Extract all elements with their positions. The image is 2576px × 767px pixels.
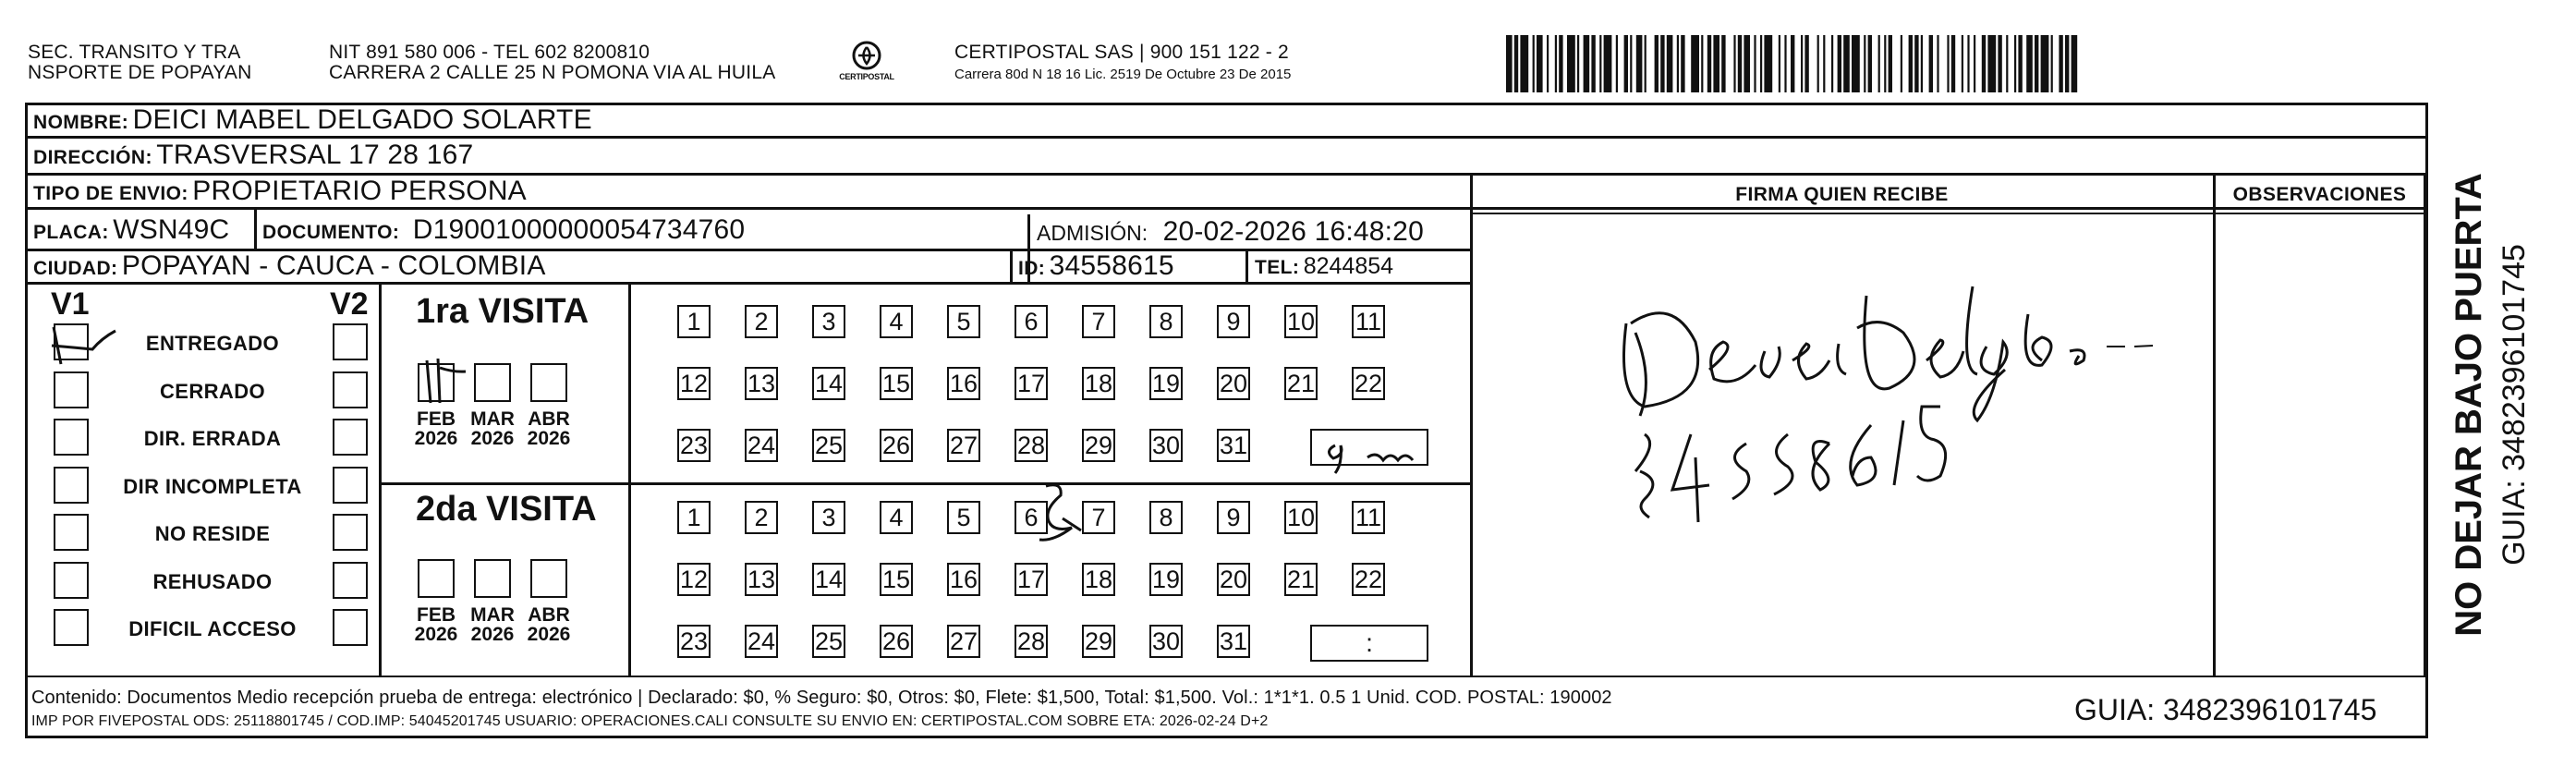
barcode-bar (1707, 35, 1711, 92)
barcode-bar (1645, 35, 1646, 92)
footer-guide: GUIA: 3482396101745 (2074, 693, 2377, 726)
barcode-bar (1929, 35, 1933, 92)
address-value: TRASVERSAL 17 28 167 (156, 140, 474, 170)
status-reason-label: REHUSADO (152, 569, 273, 593)
address-row (33, 140, 473, 171)
month-name: FEB (417, 408, 456, 430)
day-checkbox[interactable]: 1 (677, 501, 711, 534)
name-value: DEICI MABEL DELGADO SOLARTE (132, 104, 592, 135)
day-checkbox[interactable]: 28 (1015, 429, 1048, 462)
month-label (412, 409, 460, 448)
signature-header: FIRMA QUIEN RECIBE (1735, 184, 1949, 205)
barcode-bar (1760, 35, 1762, 92)
sender-line-2: NSPORTE DE POPAYAN (28, 62, 252, 83)
side-guide: GUIA: 3482396101745 (2497, 244, 2532, 566)
day-checkbox[interactable]: 27 (947, 625, 980, 658)
barcode-bar (1591, 35, 1595, 92)
plate-row (33, 214, 229, 246)
day-checkbox[interactable]: 17 (1015, 367, 1048, 400)
v2-checkbox[interactable] (333, 323, 368, 360)
day-checkbox[interactable]: 9 (1217, 501, 1250, 534)
sender-name (28, 43, 251, 83)
visit2-title: 2da VISITA (416, 490, 597, 529)
barcode-bar (1817, 35, 1819, 92)
barcode-bar (1604, 35, 1612, 92)
barcode-bar (1537, 35, 1543, 92)
month-year: 2026 (414, 624, 458, 645)
day-checkbox[interactable]: 26 (880, 429, 913, 462)
day-checkbox[interactable]: 20 (1217, 367, 1250, 400)
day-checkbox[interactable]: 12 (677, 563, 711, 596)
day-checkbox[interactable]: 13 (745, 367, 778, 400)
barcode-bar (1599, 35, 1601, 92)
barcode-bar (1506, 35, 1513, 92)
day-checkbox[interactable]: 26 (880, 625, 913, 658)
footer-imp: IMP POR FIVEPOSTAL ODS: 25118801745 / COD.IMP: 54045201745 USUARIO: OPERACIONES.CALI CONSULTE SU ENVIO EN: CERTIPOSTAL.COM SOBRE ETA: 2026-02-24 D+2 (31, 713, 1269, 729)
day-checkbox[interactable]: 25 (812, 429, 845, 462)
month-checkbox[interactable] (530, 559, 567, 598)
company-info (954, 43, 1291, 83)
tel-row (1255, 253, 1393, 280)
city-label: CIUDAD: (33, 258, 118, 279)
status-reason-label: ENTREGADO (145, 332, 280, 355)
month-label (525, 409, 573, 448)
day-checkbox[interactable]: 21 (1284, 563, 1318, 596)
v2-checkbox[interactable] (333, 371, 368, 408)
barcode (1506, 35, 2245, 92)
month-label (525, 605, 573, 644)
cell-divider (1010, 249, 1013, 282)
handwritten-signature (1608, 259, 2162, 527)
v1-checkbox[interactable] (54, 562, 89, 599)
month-name: ABR (528, 604, 570, 626)
month-year: 2026 (527, 624, 571, 645)
day-checkbox[interactable]: 23 (677, 429, 711, 462)
v1-checkbox[interactable] (54, 371, 89, 408)
day-checkbox[interactable]: 25 (812, 625, 845, 658)
barcode-bar (1784, 35, 1786, 92)
status-reason-label: CERRADO (159, 379, 266, 403)
barcode-bar (1701, 35, 1703, 92)
v2-checkbox[interactable] (333, 514, 368, 551)
v2-checkbox[interactable] (333, 419, 368, 456)
barcode-bar (2006, 35, 2008, 92)
day-checkbox[interactable]: 24 (745, 625, 778, 658)
day-checkbox[interactable]: 6 (1015, 501, 1048, 534)
barcode-bar (1921, 35, 1923, 92)
nit-line: NIT 891 580 006 - TEL 602 8200810 (329, 42, 650, 63)
barcode-bar (1533, 35, 1535, 92)
day-checkbox[interactable]: 9 (1217, 305, 1250, 338)
barcode-bar (1677, 35, 1679, 92)
day-checkbox[interactable]: 21 (1284, 367, 1318, 400)
plate-value: WSN49C (113, 214, 230, 245)
handwritten-time (1317, 434, 1428, 481)
v1-checkbox[interactable] (54, 467, 89, 504)
barcode-bar (2065, 35, 2069, 92)
day-checkbox[interactable]: 19 (1149, 367, 1183, 400)
barcode-bar (1884, 35, 1886, 92)
month-label (468, 605, 516, 644)
v1-check-mark (37, 310, 166, 375)
barcode-bar (1738, 35, 1742, 92)
barcode-bar (1982, 35, 1986, 92)
day-checkbox[interactable]: 6 (1015, 305, 1048, 338)
barcode-bar (1681, 35, 1684, 92)
day-checkbox[interactable]: 8 (1149, 501, 1183, 534)
v1-checkbox[interactable] (54, 514, 89, 551)
barcode-bar (2014, 35, 2016, 92)
observations-header: OBSERVACIONES (2232, 184, 2407, 205)
row-divider (25, 207, 2428, 210)
name-row (33, 104, 592, 136)
barcode-bar (1801, 35, 1803, 92)
certipostal-logo (834, 37, 899, 89)
id-label: ID: (1018, 258, 1046, 279)
day-checkbox[interactable]: 10 (1284, 305, 1318, 338)
admission-label: ADMISIÓN: (1037, 221, 1148, 245)
sender-line-1: SEC. TRANSITO Y TRA (28, 42, 241, 63)
day-checkbox[interactable]: 30 (1149, 429, 1183, 462)
barcode-bar (1987, 35, 1996, 92)
address-label: DIRECCIÓN: (33, 147, 152, 168)
barcode-bar (1520, 35, 1528, 92)
month-year: 2026 (527, 428, 571, 449)
barcode-bar (1584, 35, 1590, 92)
visit1-title: 1ra VISITA (416, 292, 589, 331)
v2-label: V2 (330, 286, 369, 322)
day-checkbox[interactable]: 24 (745, 429, 778, 462)
day-checkbox[interactable]: 2 (745, 501, 778, 534)
logo-text: CERTIPOSTAL (839, 72, 894, 81)
col-divider (2213, 173, 2216, 676)
barcode-bar (1779, 35, 1780, 92)
day-checkbox[interactable]: 29 (1082, 625, 1115, 658)
day-checkbox[interactable]: 15 (880, 563, 913, 596)
day-checkbox[interactable]: 4 (880, 305, 913, 338)
month-name: ABR (528, 408, 570, 430)
barcode-bar (1909, 35, 1913, 92)
barcode-bar (1514, 35, 1518, 92)
barcode-bar (1754, 35, 1756, 92)
month-checkbox[interactable] (530, 363, 567, 402)
barcode-bar (1889, 35, 1892, 92)
barcode-bar (1852, 35, 1860, 92)
day-checkbox[interactable]: 12 (677, 367, 711, 400)
plate-label: PLACA: (33, 222, 109, 243)
day-check-mark (1026, 468, 1109, 551)
v2-checkbox[interactable] (333, 609, 368, 646)
month-check-mark (412, 349, 504, 414)
barcode-bar (1838, 35, 1841, 92)
header-divider (1471, 213, 2428, 214)
name-label: NOMBRE: (33, 112, 129, 133)
barcode-bar (1555, 35, 1557, 92)
admission-value: 20-02-2026 16:48:20 (1162, 216, 1424, 247)
side-warning: NO DEJAR BAJO PUERTA (2448, 173, 2489, 637)
barcode-bar (1630, 35, 1632, 92)
barcode-bar (1655, 35, 1659, 92)
barcode-bar (1823, 35, 1825, 92)
day-checkbox[interactable]: 28 (1015, 625, 1048, 658)
month-year: 2026 (414, 428, 458, 449)
day-checkbox[interactable]: 20 (1217, 563, 1250, 596)
id-value: 34558615 (1049, 250, 1174, 281)
barcode-bar (1691, 35, 1699, 92)
day-checkbox[interactable]: 1 (677, 305, 711, 338)
day-checkbox[interactable]: 31 (1217, 429, 1250, 462)
day-checkbox[interactable]: 18 (1082, 563, 1115, 596)
day-checkbox[interactable]: 8 (1149, 305, 1183, 338)
day-checkbox[interactable]: 11 (1352, 501, 1385, 534)
barcode-bar (1974, 35, 1975, 92)
day-checkbox[interactable]: 16 (947, 367, 980, 400)
barcode-bar (1864, 35, 1865, 92)
barcode-bar (1998, 35, 2001, 92)
tel-label: TEL: (1255, 257, 1300, 278)
day-checkbox[interactable]: 5 (947, 305, 980, 338)
day-checkbox[interactable]: 22 (1352, 367, 1385, 400)
license-line: Carrera 80d N 18 16 Lic. 2519 De Octubre 23 De 2015 (954, 67, 1292, 82)
barcode-bar (1624, 35, 1628, 92)
barcode-bar (1831, 35, 1833, 92)
side-guide-area (2493, 148, 2535, 665)
barcode-bar (2018, 35, 2022, 92)
barcode-bar (1901, 35, 1902, 92)
month-checkbox[interactable] (418, 559, 455, 598)
barcode-bar (1567, 35, 1575, 92)
day-checkbox[interactable]: 4 (880, 501, 913, 534)
day-checkbox[interactable]: 5 (947, 501, 980, 534)
status-col-divider (379, 282, 382, 676)
barcode-bar (1559, 35, 1562, 92)
visit-divider (379, 482, 1470, 485)
col-divider (2424, 173, 2426, 680)
signature-name-text (1608, 259, 1609, 260)
month-label (468, 409, 516, 448)
barcode-bar (1967, 35, 1969, 92)
month-label (412, 605, 460, 644)
month-name: FEB (417, 604, 456, 626)
status-reason-label: DIFICIL ACCESO (128, 617, 297, 640)
month-checkbox[interactable] (474, 559, 511, 598)
barcode-bar (1713, 35, 1719, 92)
v2-checkbox[interactable] (333, 467, 368, 504)
barcode-bar (2026, 35, 2033, 92)
day-checkbox[interactable]: 31 (1217, 625, 1250, 658)
day-checkbox[interactable]: 14 (812, 563, 845, 596)
day-checkbox[interactable]: 16 (947, 563, 980, 596)
sender-contact (329, 43, 775, 83)
barcode-bar (1636, 35, 1643, 92)
v1-checkbox[interactable] (54, 609, 89, 646)
barcode-bar (2035, 35, 2038, 92)
barcode-bar (1616, 35, 1618, 92)
barcode-bar (2072, 35, 2078, 92)
barcode-bar (1937, 35, 1938, 92)
day-checkbox[interactable]: 15 (880, 367, 913, 400)
day-checkbox[interactable]: 18 (1082, 367, 1115, 400)
barcode-bar (2051, 35, 2053, 92)
day-checkbox[interactable]: 3 (812, 501, 845, 534)
company-line: CERTIPOSTAL SAS | 900 151 122 - 2 (954, 42, 1289, 63)
month-year: 2026 (470, 428, 515, 449)
shipping-type-label: TIPO DE ENVIO: (33, 183, 188, 204)
day-checkbox[interactable]: 23 (677, 625, 711, 658)
admission-row (1037, 216, 1424, 248)
barcode-bar (1914, 35, 1918, 92)
barcode-bar (1577, 35, 1579, 92)
shipping-type-row (33, 176, 527, 207)
tel-value: 8244854 (1303, 253, 1394, 279)
day-checkbox[interactable]: 11 (1352, 305, 1385, 338)
time-field[interactable]: : (1310, 625, 1428, 662)
barcode-bar (2041, 35, 2049, 92)
city-row (33, 250, 546, 282)
barcode-bar (1878, 35, 1880, 92)
barcode-bar (1951, 35, 1955, 92)
address-line: CARRERA 2 CALLE 25 N POMONA VIA AL HUILA (329, 62, 776, 83)
barcode-bar (1547, 35, 1549, 92)
day-checkbox[interactable]: 7 (1082, 305, 1115, 338)
barcode-bar (1843, 35, 1850, 92)
document-value: D19001000000054734760 (412, 214, 746, 245)
document-label: DOCUMENTO: (262, 222, 400, 243)
v2-checkbox[interactable] (333, 562, 368, 599)
id-row (1018, 250, 1174, 282)
barcode-bar (1868, 35, 1872, 92)
cell-divider (254, 207, 257, 249)
day-checkbox[interactable]: 2 (745, 305, 778, 338)
barcode-bar (1744, 35, 1750, 92)
day-checkbox[interactable]: 30 (1149, 625, 1183, 658)
barcode-bar (1764, 35, 1772, 92)
barcode-bar (1804, 35, 1808, 92)
shipping-type-value: PROPIETARIO PERSONA (192, 176, 527, 206)
barcode-bar (1947, 35, 1949, 92)
day-checkbox[interactable]: 13 (745, 563, 778, 596)
side-warning-area (2436, 148, 2493, 665)
cell-divider (1245, 249, 1248, 282)
v1-checkbox[interactable] (54, 419, 89, 456)
barcode-bar (1791, 35, 1794, 92)
month-name: MAR (470, 408, 515, 430)
row-divider (25, 136, 2428, 139)
barcode-bar (1667, 35, 1673, 92)
barcode-bar (1660, 35, 1664, 92)
month-year: 2026 (470, 624, 515, 645)
barcode-bar (2059, 35, 2062, 92)
month-name: MAR (470, 604, 515, 626)
barcode-bar (1733, 35, 1735, 92)
day-checkbox[interactable]: 29 (1082, 429, 1115, 462)
v1-label: V1 (51, 286, 90, 322)
day-checkbox[interactable]: 17 (1015, 563, 1048, 596)
document-row (262, 214, 745, 246)
day-checkbox[interactable]: 27 (947, 429, 980, 462)
day-checkbox[interactable]: 19 (1149, 563, 1183, 596)
footer-content: Contenido: Documentos Medio recepción prueba de entrega: electrónico | Declarado: $0, % Seguro: $0, Otros: $0, Flete: $1,500, Total: $1,500. Vol.: 1*1*1. 0.5 1 Unid. COD. POSTAL: 190002 (31, 688, 1612, 708)
row-divider (25, 282, 1471, 285)
day-checkbox[interactable]: 14 (812, 367, 845, 400)
status-reason-label: DIR. ERRADA (143, 427, 282, 450)
day-checkbox[interactable]: 10 (1284, 501, 1318, 534)
city-value: POPAYAN - CAUCA - COLOMBIA (121, 250, 546, 281)
status-reason-label: NO RESIDE (154, 522, 271, 545)
barcode-bar (1721, 35, 1725, 92)
day-checkbox[interactable]: 7 (1082, 501, 1115, 534)
visit-col-divider (628, 282, 631, 676)
status-reason-label: DIR INCOMPLETA (123, 474, 302, 498)
day-checkbox[interactable]: 22 (1352, 563, 1385, 596)
day-checkbox[interactable]: 3 (812, 305, 845, 338)
col-divider (1470, 173, 1473, 676)
barcode-bar (1962, 35, 1963, 92)
